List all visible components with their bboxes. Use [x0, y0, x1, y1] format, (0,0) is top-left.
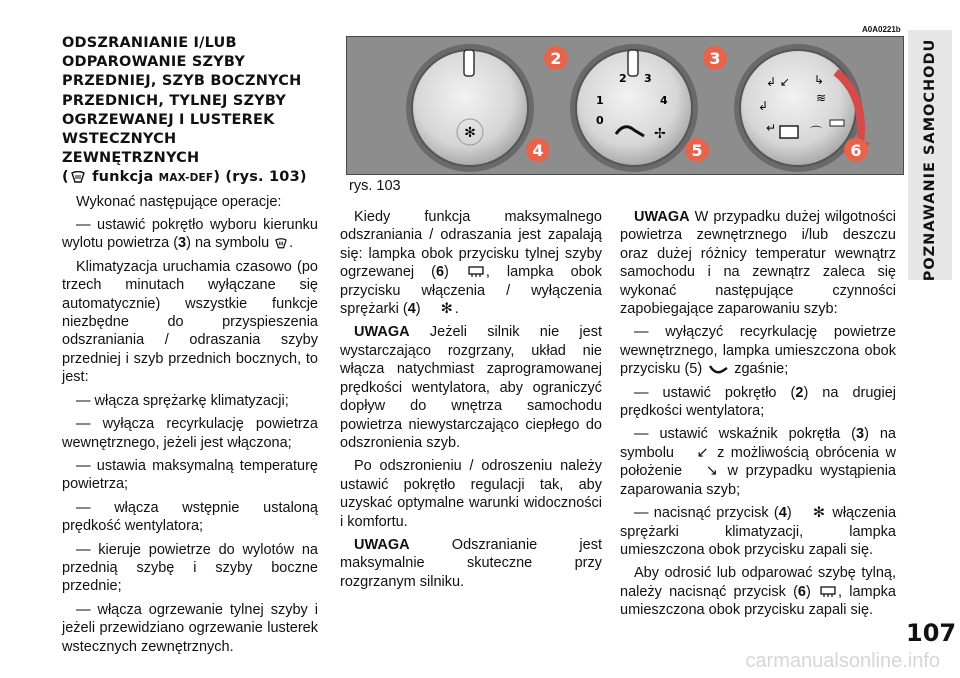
svg-text:✢: ✢: [654, 126, 666, 142]
air-distribution-knob: [734, 44, 862, 172]
svg-text:⌒: ⌒: [810, 125, 823, 139]
paragraph: Aby odrosić lub odparować szybę tylną, należy nacisnąć przycisk (6) , lampka umieszczona obok przycisku zapali się.: [620, 565, 896, 619]
recirculation-icon: [708, 364, 728, 374]
paragraph: Wykonać następujące operacje:: [76, 193, 282, 210]
list-item: — włącza sprężarkę klimatyzacji;: [76, 392, 289, 409]
fan-speed-knob: [570, 44, 698, 172]
rear-window-heater-icon: [468, 266, 484, 278]
callout-4: [526, 138, 550, 162]
windshield-defrost-icon: [71, 171, 85, 183]
list-item: — kieruje powietrze do wylotów na przednią szybę i szyby boczne przednie;: [62, 541, 318, 595]
fan-level-2: 2: [619, 72, 627, 85]
list-item: — włącza ogrzewanie tylnej szyby i jeżeli przewidziano ogrzewanie lusterek wstecznych zewnętrznych.: [62, 601, 318, 655]
compressor-icon: ✻: [440, 301, 453, 318]
paragraph: Klimatyzacja uruchamia czasowo (po trzech minutach wyłączane się automatycznie) wszystkie funkcje niezbędne do przyspieszenia odszraniania / odraszania szyby przedniej i szyb przednich bocznych, to jest:: [62, 258, 318, 386]
list-item: — wyłącza recyrkulację powietrza wewnętrznego, jeżeli jest włączona;: [62, 416, 318, 451]
svg-text:5: 5: [691, 141, 703, 160]
callout-6: [844, 138, 868, 162]
svg-text:✻: ✻: [464, 125, 476, 141]
fan-level-4: 4: [660, 94, 668, 107]
list-item: — ustawić pokrętło (2) na drugiej prędkości wentylatora;: [620, 384, 896, 420]
svg-text:↵: ↵: [766, 121, 777, 135]
page-number: 107: [906, 619, 957, 647]
callout-5: [685, 138, 709, 162]
fan-level-3: 3: [644, 72, 652, 85]
callout-3: [703, 46, 727, 70]
paragraph: UWAGA W przypadku dużej wilgotności powietrza zewnętrznego i/lub deszczu oraz dużej różnicy temperatur wewnątrz samochodu i na zewnątrz zaleca się wykonać następujące czynności zapobiegające zaparowaniu szyb:: [620, 209, 896, 318]
svg-text:↲ ↙: ↲ ↙: [766, 75, 790, 89]
paragraph: Kiedy funkcja maksymalnego odszraniania / odraszania jest zapalają się: lampka obok przycisku tylnej szyby ogrzewanej (6) , lampka obok przycisku włączenia / wyłączenia sprężarki (4) ✻ .: [340, 209, 603, 318]
watermark: carmanualsonline.info: [745, 650, 940, 672]
paragraph: Po odszronieniu / odroszeniu należy ustawić pokrętło regulacji tak, aby uzyskać optymalne warunki widoczności i komfortu.: [340, 458, 602, 530]
air-to-feet-icon: ↙: [696, 444, 709, 461]
right-column: [620, 208, 896, 625]
fan-level-1: 1: [596, 94, 604, 107]
windshield-defrost-icon: [275, 238, 287, 249]
left-column: [62, 34, 318, 661]
callout-2: [544, 46, 568, 70]
paragraph: UWAGA Jeżeli silnik nie jest wystarczająco rozgrzany, układ nie włącza natychmiast zaprogramowanej prędkości wentylatora, aby ograniczyć dopływ do wnętrza samochodu powietrza niewystarczająco ciepłego do odszronienia szyb.: [340, 324, 602, 451]
figure-caption: rys. 103: [349, 178, 401, 194]
middle-column: [340, 208, 602, 596]
list-item: — włącza wstępnie ustaloną prędkość wentylatora;: [62, 499, 318, 535]
figure-code: A0A0221b: [862, 25, 901, 34]
air-to-windshield-feet-icon: ↘: [705, 463, 718, 480]
list-item: — nacisnąć przycisk (4) ✻ włączenia sprężarki klimatyzacji, lampka umieszczona obok przycisku zapali się.: [620, 505, 897, 558]
svg-text:6: 6: [850, 141, 862, 160]
svg-text:2: 2: [550, 49, 562, 68]
list-item: — wyłączyć recyrkulację powietrze wewnętrznego, lampka umieszczona obok przycisku (5) zgaśnie;: [620, 324, 896, 378]
paragraph: UWAGA Odszranianie jest maksymalnie skuteczne przy rozgrzanym silniku.: [340, 536, 602, 590]
section-heading: ODSZRANIANIE I/LUB ODPAROWANIE SZYBY PRZEDNIEJ, SZYB BOCZNYCH PRZEDNICH, TYLNEJ SZYBY OGRZEWANEJ I LUSTEREK WSTECZNYCH ZEWNĘTRZNYCH ( funkcja MAX-DEF) (rys. 103): [62, 35, 307, 186]
climate-panel-figure: [346, 36, 904, 175]
left-knob: [406, 44, 534, 172]
svg-text:↲: ↲: [758, 99, 769, 113]
list-item: — ustawia maksymalną temperaturę powietrza;: [62, 457, 318, 493]
section-title: POZNAWANIE SAMOCHODU: [922, 38, 938, 282]
list-item: — ustawić wskaźnik pokrętła (3) na symbolu ↙ z możliwością obrócenia w położenie ↘ w przypadku wystąpienia zaparowania szyb;: [620, 426, 896, 498]
rear-window-heater-icon: [820, 586, 836, 598]
svg-text:≋: ≋: [816, 91, 827, 105]
svg-text:3: 3: [709, 49, 721, 68]
paragraph: — ustawić pokrętło wyboru kierunku wylotu powietrza (3) na symbolu .: [62, 217, 318, 252]
fan-level-0: 0: [596, 114, 604, 127]
svg-text:4: 4: [532, 141, 544, 160]
compressor-icon: ✻: [812, 505, 826, 522]
svg-text:↳: ↳: [814, 73, 825, 87]
